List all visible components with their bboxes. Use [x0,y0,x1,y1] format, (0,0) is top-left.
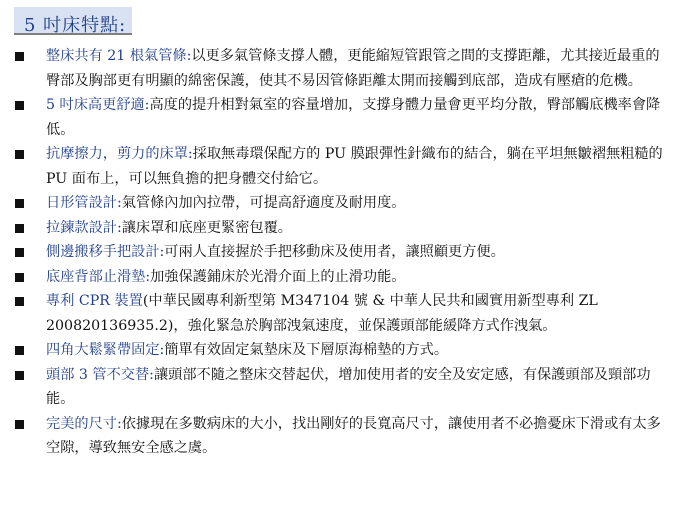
feature-label: 日形管設計: [46,195,122,211]
feature-label: 底座背部止滑墊: [46,268,151,285]
feature-item [0,44,676,93]
square-bullet-icon [15,371,24,380]
feature-description: 高度的提升相對氣室的容量增加，支撐身體力量會更平均分散，臀部觸底機率會降低。 [46,97,661,138]
feature-item [0,240,676,265]
square-bullet-icon [15,248,24,257]
feature-label: 四角大鬆緊帶固定: [46,342,165,358]
feature-label: 頭部 3 管不交替: [46,366,154,383]
feature-description: 以更多氣管條支撐人體，更能縮短管跟管之間的支撐距離，尤其接近最重的臀部及胸部更有明顯的綿密保護，使其不易因管條距離太開而接觸到底部，造成有壓瘡的危機。 [46,48,660,89]
feature-label: 拉鍊款設計: [46,219,122,236]
feature-description: 氣管條內加內拉帶，可提高舒適度及耐用度。 [121,195,406,211]
feature-item [0,216,676,241]
feature-description: (中華民國專利新型第 M347104 號 & 中華人民共和國實用新型專利 ZL 200820136935.2)，強化緊急於胸部洩氣速度，並保護頭部能緩降方式作洩氣。 [46,293,598,334]
square-bullet-icon [15,199,24,208]
feature-label: 完美的尺寸: [46,415,122,432]
feature-description: 讓頭部不隨之整床交替起伏，增加使用者的安全及安定感，有保護頭部及頸部功能。 [46,366,651,407]
feature-item [0,265,676,290]
feature-description: 依據現在多數病床的大小，找出剛好的長寬高尺寸，讓使用者不必擔憂床下滑或有太多空隙，導致無安全感之虞。 [46,415,661,456]
square-bullet-icon [15,273,24,282]
feature-description: 採取無毒環保配方的 PU 膜跟彈性針織布的結合，躺在平坦無皺褶無粗糙的 PU 面布上，可以無負擔的把身體交付給它。 [46,146,663,187]
feature-label: 5 吋床高更舒適: [46,97,150,113]
square-bullet-icon [15,150,24,159]
square-bullet-icon [15,346,24,355]
feature-item [0,363,676,412]
square-bullet-icon [15,420,24,429]
feature-list [0,44,676,461]
feature-description: 加強保護鋪床於光滑介面上的止滑功能。 [150,268,406,285]
feature-description: 讓床罩和底座更緊密包覆。 [121,219,292,236]
feature-label: 專利 CPR 裝置 [46,293,143,309]
square-bullet-icon [15,297,24,306]
feature-item [0,191,676,216]
square-bullet-icon [15,101,24,110]
feature-item [0,142,676,191]
square-bullet-icon [15,224,24,233]
feature-item [0,412,676,461]
feature-description: 可兩人直接握於手把移動床及使用者，讓照顧更方便。 [164,244,505,260]
feature-label: 側邊搬移手把設計: [46,244,165,260]
feature-label: 抗摩擦力，剪力的床罩: [46,146,193,162]
section-title-box [14,7,132,35]
feature-label: 整床共有 21 根氣管條: [46,48,192,64]
feature-item [0,93,676,142]
feature-item [0,289,676,338]
section-title: 5 吋床特點: [24,15,127,36]
feature-item [0,338,676,363]
feature-description: 簡單有效固定氣墊床及下層原海棉墊的方式。 [164,342,449,358]
square-bullet-icon [15,52,24,61]
